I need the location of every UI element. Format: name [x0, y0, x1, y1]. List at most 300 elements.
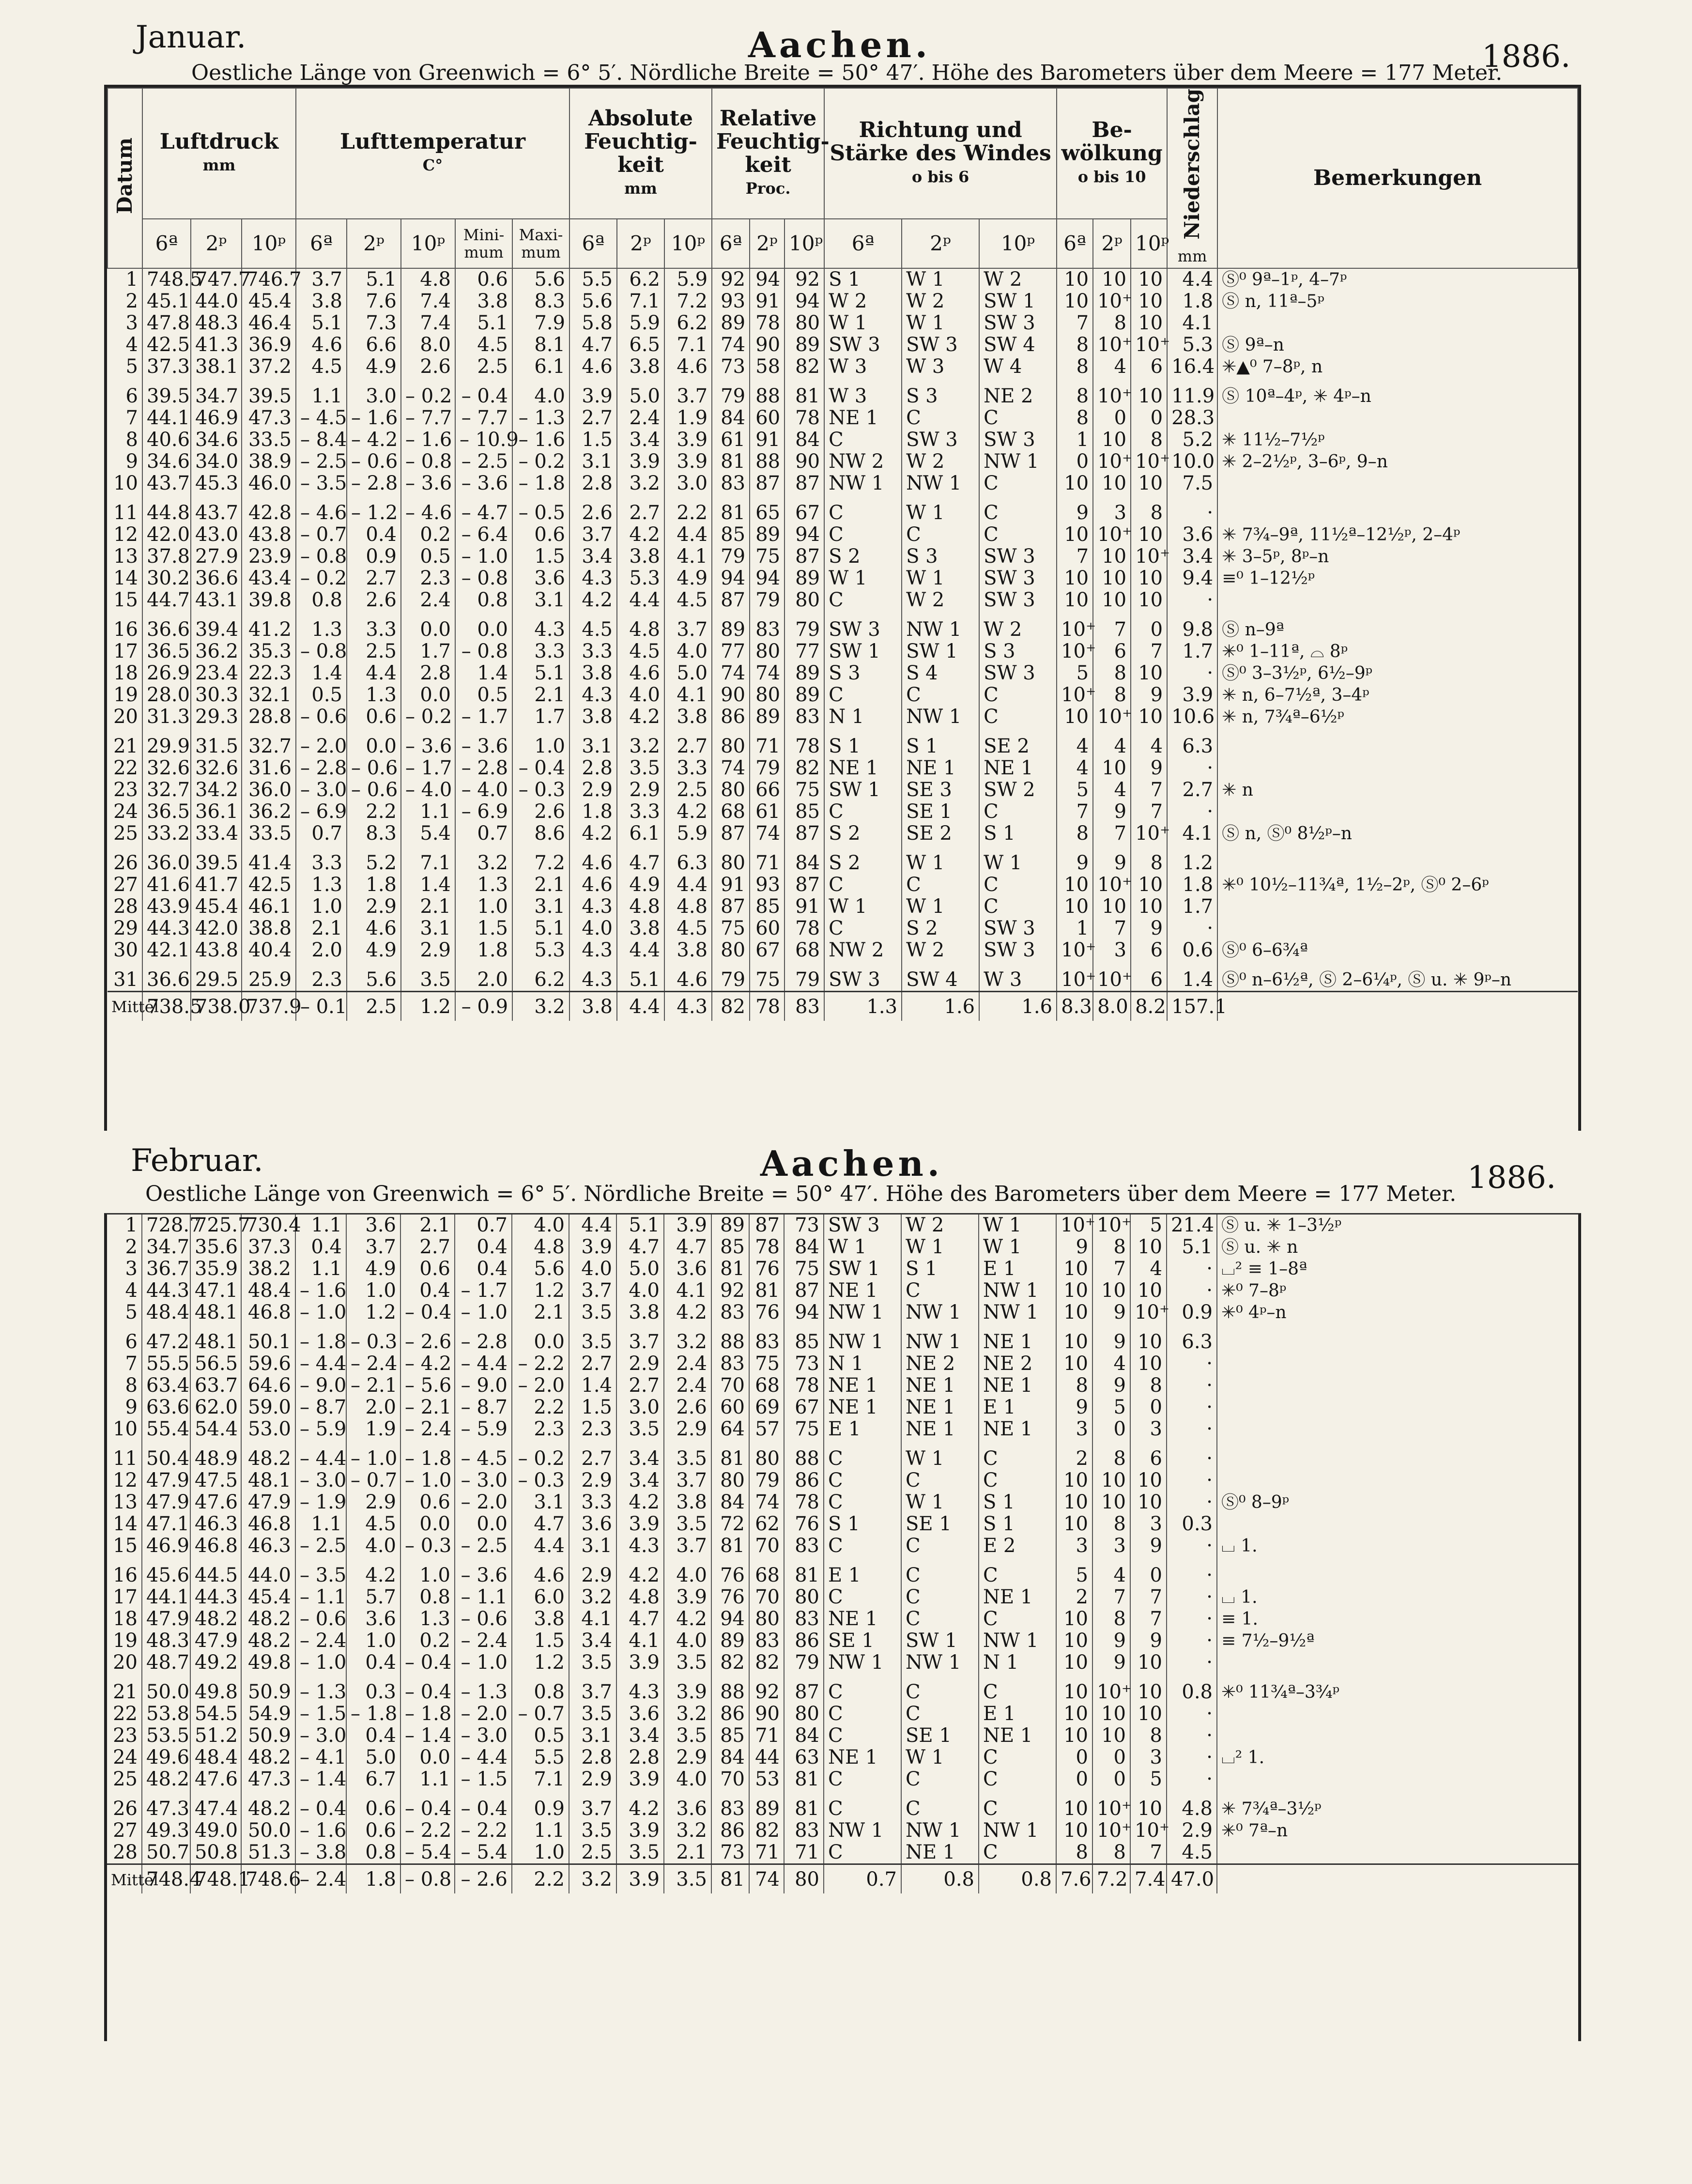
- table-cell: 4.8: [616, 1586, 664, 1608]
- table-cell: 1.8: [455, 939, 512, 961]
- table-cell: 36.6: [142, 961, 191, 992]
- table-cell: 0: [1092, 1769, 1130, 1790]
- table-cell: E 1: [824, 1557, 901, 1586]
- table-cell: C: [901, 1280, 979, 1302]
- table-row: [107, 1747, 1578, 1769]
- table-cell: 44.1: [142, 407, 191, 429]
- table-cell: 0.7: [296, 823, 347, 845]
- table-cell: W 1: [824, 568, 902, 589]
- header-niederschlag: Niederschlag: [1180, 89, 1204, 240]
- table-cell: 82: [784, 757, 824, 779]
- table-cell: – 1.3: [512, 407, 569, 429]
- sub-header: 6ª: [569, 219, 617, 268]
- mittel-label: Mittel: [108, 991, 142, 1021]
- table-cell: – 2.4: [346, 1353, 400, 1375]
- header-abs-feuchtigkeit: Absolute Feuchtig-keit: [584, 106, 697, 178]
- table-cell: 49.0: [190, 1820, 241, 1842]
- table-cell: 94: [784, 291, 824, 312]
- table-cell: 88: [750, 451, 784, 473]
- table-cell: 51.3: [241, 1842, 295, 1864]
- table-cell: SE 2: [979, 728, 1057, 757]
- table-cell: 12: [113, 1469, 138, 1492]
- table-cell: 0.4: [455, 1258, 512, 1280]
- table-cell: – 4.6: [296, 494, 347, 524]
- table-cell: 2.7: [400, 1236, 455, 1258]
- table-cell: 1.9: [664, 407, 712, 429]
- table-row: [108, 779, 1578, 801]
- table-cell: 80: [784, 1586, 824, 1608]
- table-cell: 0.4: [295, 1236, 346, 1258]
- table-cell: 92: [711, 1280, 749, 1302]
- table-cell: 9: [1131, 918, 1167, 939]
- table-cell: 55.5: [142, 1353, 190, 1375]
- table-cell: 22: [113, 756, 138, 779]
- table-cell: 37.8: [142, 546, 191, 568]
- table-cell: Ⓢ n, Ⓢ⁰ 8½ᵖ–n: [1217, 823, 1578, 845]
- table-cell: 4.7: [616, 1236, 664, 1258]
- table-cell: S 3: [979, 641, 1057, 662]
- table-cell: C: [901, 1674, 979, 1703]
- table-cell: 36.5: [142, 641, 191, 662]
- table-row: [108, 378, 1578, 407]
- table-row: [107, 1608, 1578, 1630]
- mittel-cell: 3.9: [616, 1864, 664, 1894]
- table-cell: NW 1: [824, 1302, 901, 1323]
- table-cell: 76: [784, 1513, 824, 1535]
- table-cell: 54.9: [241, 1703, 295, 1725]
- table-cell: – 1.2: [347, 494, 401, 524]
- table-row: [107, 1492, 1578, 1513]
- table-cell: 73: [784, 1353, 824, 1375]
- table-cell: 0.4: [346, 1725, 400, 1747]
- table-cell: 3.9: [569, 378, 617, 407]
- table-cell: C: [979, 1440, 1056, 1470]
- table-cell: NW 1: [901, 1820, 979, 1842]
- table-cell: 1.0: [296, 896, 347, 918]
- table-cell: 4.9: [346, 1258, 400, 1280]
- table-cell: 71: [749, 1725, 784, 1747]
- table-cell: ✳⁰ 11¾ª–3¾ᵖ: [1217, 1674, 1578, 1703]
- februar-rows: [107, 1215, 1578, 1893]
- table-cell: NE 1: [901, 1375, 979, 1397]
- table-cell: [1217, 801, 1578, 823]
- table-cell: 3.2: [664, 1323, 711, 1353]
- table-cell: 10: [1131, 291, 1167, 312]
- table-cell: Ⓢ 9ª–n: [1217, 334, 1578, 356]
- table-cell: 5.8: [569, 312, 617, 334]
- table-cell: 10: [1130, 1280, 1167, 1302]
- table-cell: 5: [1056, 1557, 1092, 1586]
- table-cell: – 1.7: [455, 706, 512, 728]
- mittel-cell: 82: [712, 991, 750, 1021]
- table-cell: 0.6: [400, 1492, 455, 1513]
- table-cell: 10: [1056, 1513, 1092, 1535]
- table-cell: 4.3: [512, 611, 569, 641]
- januar-table-section: [104, 85, 1581, 1131]
- header-abs-feuchtigkeit-unit: mm: [624, 179, 657, 198]
- table-cell: 4.5: [1167, 1842, 1217, 1864]
- table-cell: ≡ 1.: [1217, 1608, 1578, 1630]
- table-cell: 2.8: [569, 757, 617, 779]
- table-cell: 2.9: [664, 1747, 711, 1769]
- table-cell: E 1: [824, 1418, 901, 1440]
- table-cell: 84: [711, 1747, 749, 1769]
- table-cell: [1217, 1769, 1578, 1790]
- table-cell: 66: [750, 779, 784, 801]
- table-cell: 6.2: [617, 268, 664, 291]
- table-cell: C: [979, 1470, 1056, 1492]
- table-cell: 11.9: [1167, 378, 1217, 407]
- table-cell: C: [824, 1492, 901, 1513]
- mittel-cell: 1.6: [902, 991, 979, 1021]
- table-cell: 75: [784, 1258, 824, 1280]
- table-cell: 3: [1130, 1513, 1167, 1535]
- table-cell: ·: [1167, 1418, 1217, 1440]
- sub-header: 6ª: [712, 219, 750, 268]
- table-cell: 93: [712, 291, 750, 312]
- table-cell: 41.7: [191, 874, 242, 896]
- table-cell: 0: [1130, 1557, 1167, 1586]
- januar-table: [107, 88, 1578, 1021]
- table-cell: NW 1: [824, 1820, 901, 1842]
- table-cell: 0: [1131, 407, 1167, 429]
- table-cell: 37.3: [241, 1236, 295, 1258]
- table-cell: 90: [712, 684, 750, 706]
- table-cell: 64: [711, 1418, 749, 1440]
- table-cell: 93: [750, 874, 784, 896]
- table-cell: S 2: [824, 823, 902, 845]
- table-cell: W 1: [901, 1440, 979, 1470]
- table-cell: 44.1: [142, 1586, 190, 1608]
- table-cell: 6: [125, 1331, 138, 1353]
- table-cell: 48.2: [142, 1769, 190, 1790]
- table-cell: SE 1: [901, 1725, 979, 1747]
- table-cell: – 1.3: [295, 1674, 346, 1703]
- table-cell: 8: [1093, 684, 1131, 706]
- table-cell: 3: [1056, 1535, 1092, 1557]
- table-cell: NE 1: [979, 1323, 1056, 1353]
- month-title: Januar.: [136, 19, 246, 55]
- table-cell: 68: [749, 1557, 784, 1586]
- table-cell: NW 1: [979, 1302, 1056, 1323]
- table-cell: 3.8: [455, 291, 512, 312]
- table-cell: 10⁺: [1093, 291, 1131, 312]
- table-cell: 3.6: [1167, 524, 1217, 546]
- table-cell: 3.5: [569, 1703, 616, 1725]
- table-cell: 9: [1131, 757, 1167, 779]
- table-cell: 62: [749, 1513, 784, 1535]
- table-cell: 53: [749, 1769, 784, 1790]
- table-cell: 2.2: [664, 494, 712, 524]
- sub-header: 10ᵖ: [242, 219, 296, 268]
- table-cell: 42.5: [242, 874, 296, 896]
- table-cell: 1.0: [455, 896, 512, 918]
- table-cell: 43.7: [142, 473, 191, 494]
- table-cell: 4: [125, 1279, 138, 1302]
- mittel-cell: – 2.6: [455, 1864, 512, 1894]
- table-cell: 4.6: [296, 334, 347, 356]
- table-cell: 50.9: [241, 1674, 295, 1703]
- table-cell: 3.0: [664, 473, 712, 494]
- table-cell: 74: [750, 662, 784, 684]
- table-cell: 26.9: [142, 662, 191, 684]
- table-cell: [1217, 312, 1578, 334]
- table-cell: 28: [113, 895, 138, 918]
- table-cell: – 2.0: [512, 1375, 569, 1397]
- table-cell: 71: [749, 1842, 784, 1864]
- table-cell: 10⁺: [1057, 961, 1093, 992]
- table-cell: 81: [784, 1769, 824, 1790]
- table-cell: 4.2: [616, 1790, 664, 1820]
- table-cell: 9: [1092, 1652, 1130, 1674]
- table-cell: SW 3: [902, 429, 979, 451]
- table-cell: 10: [1056, 1630, 1092, 1652]
- table-cell: S 3: [902, 546, 979, 568]
- table-cell: 3.9: [664, 1674, 711, 1703]
- table-cell: 5: [1092, 1397, 1130, 1418]
- sub-header: 10ᵖ: [664, 219, 712, 268]
- table-cell: NW 1: [824, 1323, 901, 1353]
- table-cell: ✳ n, 6–7½ª, 3–4ᵖ: [1217, 684, 1578, 706]
- table-cell: 44.0: [191, 291, 242, 312]
- header-rel-feuchtigkeit-unit: Proc.: [745, 179, 791, 198]
- table-cell: [1217, 589, 1578, 611]
- table-cell: 94: [784, 524, 824, 546]
- table-cell: 3.1: [569, 451, 617, 473]
- table-cell: ⌴ 1.: [1217, 1535, 1578, 1557]
- table-row: [107, 1440, 1578, 1470]
- table-cell: 7: [1057, 546, 1093, 568]
- table-cell: Ⓢ u. ✳ 1–3½ᵖ: [1217, 1215, 1578, 1236]
- table-cell: ·: [1167, 1769, 1217, 1790]
- table-cell: 23.4: [191, 662, 242, 684]
- table-cell: 80: [711, 1470, 749, 1492]
- mittel-cell: 2.5: [347, 991, 401, 1021]
- table-cell: 4.3: [569, 684, 617, 706]
- table-cell: 747.7: [191, 268, 242, 291]
- table-cell: 1.3: [455, 874, 512, 896]
- table-cell: 32.7: [142, 779, 191, 801]
- header-lufttemperatur: Lufttemperatur: [340, 129, 526, 154]
- table-cell: 4.7: [569, 334, 617, 356]
- table-cell: SW 2: [979, 779, 1057, 801]
- table-cell: 4.0: [512, 378, 569, 407]
- table-cell: 3.1: [569, 728, 617, 757]
- table-cell: ·: [1167, 918, 1217, 939]
- table-cell: 2.9: [347, 896, 401, 918]
- table-cell: 2.5: [455, 356, 512, 378]
- table-cell: ·: [1167, 1630, 1217, 1652]
- table-cell: – 3.6: [455, 728, 512, 757]
- table-cell: 4.4: [569, 1215, 616, 1236]
- table-cell: ✳ 11½–7½ᵖ: [1217, 429, 1578, 451]
- table-cell: 1.1: [512, 1820, 569, 1842]
- table-cell: 78: [784, 1375, 824, 1397]
- table-cell: – 4.4: [295, 1353, 346, 1375]
- mittel-cell: 3.2: [512, 991, 569, 1021]
- table-cell: – 1.6: [512, 429, 569, 451]
- table-cell: C: [979, 1790, 1056, 1820]
- table-cell: 10: [1130, 1674, 1167, 1703]
- table-cell: 2.1: [401, 896, 455, 918]
- table-cell: Ⓢ⁰ 3–3½ᵖ, 6½–9ᵖ: [1217, 662, 1578, 684]
- table-cell: SW 3: [979, 662, 1057, 684]
- table-cell: 94: [784, 1302, 824, 1323]
- table-cell: 2.1: [512, 874, 569, 896]
- table-cell: 5.6: [569, 291, 617, 312]
- table-cell: NE 1: [901, 1418, 979, 1440]
- table-cell: 30: [113, 938, 138, 961]
- table-cell: 2.9: [616, 1353, 664, 1375]
- table-cell: 3.8: [617, 546, 664, 568]
- table-cell: 3.5: [569, 1323, 616, 1353]
- table-cell: 43.8: [242, 524, 296, 546]
- table-cell: 36.6: [191, 568, 242, 589]
- table-cell: ·: [1167, 589, 1217, 611]
- table-cell: C: [979, 1608, 1056, 1630]
- table-cell: 57: [749, 1418, 784, 1440]
- table-cell: 44.3: [190, 1586, 241, 1608]
- table-cell: [1217, 494, 1578, 524]
- table-cell: 79: [749, 1470, 784, 1492]
- table-cell: 90: [784, 451, 824, 473]
- table-cell: C: [901, 1535, 979, 1557]
- table-cell: 3.0: [616, 1397, 664, 1418]
- table-cell: [1217, 845, 1578, 874]
- table-cell: 47.4: [190, 1790, 241, 1820]
- table-row: [107, 1418, 1578, 1440]
- table-cell: 5.0: [616, 1258, 664, 1280]
- table-cell: 0.0: [401, 684, 455, 706]
- table-cell: NE 1: [824, 1375, 901, 1397]
- table-cell: – 1.6: [401, 429, 455, 451]
- februar-table: [107, 1215, 1578, 1893]
- sub-header: 10ᵖ: [401, 219, 455, 268]
- table-cell: 4.5: [664, 589, 712, 611]
- table-cell: 76: [749, 1302, 784, 1323]
- table-cell: – 2.8: [455, 1323, 512, 1353]
- table-cell: NE 1: [979, 1586, 1056, 1608]
- table-cell: 75: [784, 779, 824, 801]
- table-cell: 36.0: [142, 845, 191, 874]
- table-cell: 38.1: [191, 356, 242, 378]
- mittel-cell: [1217, 1864, 1578, 1894]
- table-row: [107, 1258, 1578, 1280]
- table-row: [108, 429, 1578, 451]
- table-cell: 70: [711, 1769, 749, 1790]
- table-cell: 6: [1131, 961, 1167, 992]
- table-cell: 38.8: [242, 918, 296, 939]
- table-cell: 7: [1093, 823, 1131, 845]
- table-cell: 84: [784, 429, 824, 451]
- table-cell: 1.4: [569, 1375, 616, 1397]
- table-cell: ✳⁰ 4ᵖ–n: [1217, 1302, 1578, 1323]
- table-cell: 4.4: [1167, 268, 1217, 291]
- table-cell: 34.7: [142, 1236, 190, 1258]
- sub-header: 10ᵖ: [979, 219, 1057, 268]
- table-cell: 3.8: [569, 662, 617, 684]
- table-cell: NW 1: [979, 451, 1057, 473]
- table-cell: 83: [750, 611, 784, 641]
- table-cell: Ⓢ⁰ 6–6¾ª: [1217, 939, 1578, 961]
- table-cell: 78: [784, 1492, 824, 1513]
- table-cell: – 1.0: [455, 1302, 512, 1323]
- table-cell: 34.6: [191, 429, 242, 451]
- table-cell: 77: [712, 641, 750, 662]
- mittel-cell: 738.0: [191, 991, 242, 1021]
- februar-table-section: [104, 1213, 1581, 2041]
- table-row: [107, 1725, 1578, 1747]
- table-cell: 50.4: [142, 1440, 190, 1470]
- table-cell: 86: [784, 1470, 824, 1492]
- table-cell: W 1: [902, 845, 979, 874]
- table-cell: 83: [784, 706, 824, 728]
- table-cell: 3.7: [664, 1470, 711, 1492]
- table-cell: W 1: [901, 1236, 979, 1258]
- table-cell: 6.0: [512, 1586, 569, 1608]
- table-cell: 5.1: [1167, 1236, 1217, 1258]
- table-cell: 87: [784, 874, 824, 896]
- table-cell: NE 1: [901, 1842, 979, 1864]
- table-cell: C: [979, 874, 1057, 896]
- table-cell: ≡⁰ 1–12½ᵖ: [1217, 568, 1578, 589]
- table-cell: 90: [750, 334, 784, 356]
- table-cell: 46.8: [241, 1302, 295, 1323]
- table-cell: 3.8: [617, 356, 664, 378]
- table-cell: 10: [1056, 1258, 1092, 1280]
- table-cell: 10⁺: [1093, 451, 1131, 473]
- table-cell: [1217, 1470, 1578, 1492]
- table-cell: 0.2: [400, 1630, 455, 1652]
- table-row: [108, 939, 1578, 961]
- table-cell: 1.5: [569, 429, 617, 451]
- table-cell: 81: [711, 1440, 749, 1470]
- table-cell: – 0.4: [455, 378, 512, 407]
- table-cell: 0.3: [346, 1674, 400, 1703]
- table-cell: 63.6: [142, 1397, 190, 1418]
- table-cell: – 0.6: [347, 757, 401, 779]
- table-cell: 0.5: [512, 1725, 569, 1747]
- table-cell: 14: [113, 1513, 138, 1535]
- sub-header: 2ᵖ: [902, 219, 979, 268]
- table-row: [108, 641, 1578, 662]
- table-cell: 24: [113, 1746, 138, 1769]
- table-cell: 730.4: [241, 1215, 295, 1236]
- table-cell: 4.1: [664, 546, 712, 568]
- table-cell: – 2.6: [400, 1323, 455, 1353]
- table-cell: 36.0: [242, 779, 296, 801]
- table-cell: 67: [750, 939, 784, 961]
- table-cell: – 0.4: [400, 1302, 455, 1323]
- table-cell: 27: [113, 1819, 138, 1842]
- table-cell: NW 1: [902, 706, 979, 728]
- table-cell: – 1.0: [455, 1652, 512, 1674]
- table-cell: 10: [1092, 1492, 1130, 1513]
- table-cell: 27.9: [191, 546, 242, 568]
- table-cell: 3.2: [664, 1703, 711, 1725]
- table-cell: 67: [784, 1397, 824, 1418]
- table-cell: 4.7: [616, 1608, 664, 1630]
- table-cell: 87: [749, 1215, 784, 1236]
- mittel-cell: 748.6: [241, 1864, 295, 1894]
- table-row: [108, 473, 1578, 494]
- mittel-cell: 748.1: [190, 1864, 241, 1894]
- table-cell: 39.5: [191, 845, 242, 874]
- table-cell: 4.4: [512, 1535, 569, 1557]
- table-cell: SW 3: [824, 961, 902, 992]
- table-cell: 50.8: [190, 1842, 241, 1864]
- mittel-cell: 74: [749, 1864, 784, 1894]
